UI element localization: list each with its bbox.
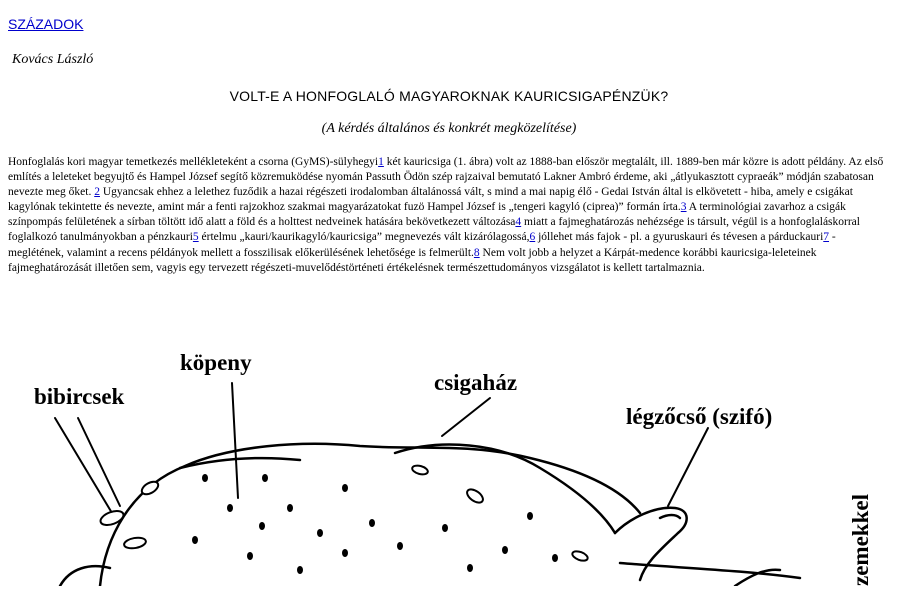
footnote-link-1[interactable]: 1	[378, 156, 384, 168]
article-subtitle: (A kérdés általános és konkrét megközelítése)	[321, 121, 577, 136]
paragraph-text: - meglétének, valamint a recens példányok mellett a fosszilisak előkerülésének lehetősége is felmerült.	[8, 231, 836, 259]
snail-illustration	[0, 318, 898, 586]
label-kopeny: köpeny	[180, 350, 252, 375]
footnote-link-2[interactable]: 2	[94, 186, 100, 199]
footnote-link-3[interactable]: 3	[680, 201, 687, 214]
paragraph-text: Honfoglalás kori magyar temetkezés mellékleteként a csorna (GyMS)-sülyhegyi	[8, 156, 379, 168]
paragraph-text: két kauricsiga (1. ábra) volt az 1888-ban először megtalált, ill. 1889-ben már közre is adott példány. Az első említés a leleteket begyujtő és Hampel József segítő közremuködése nyomán Passuth Ödön szép rajzaival bemutató Lakner Ambró érdeme, aki „átlyukasztott cypraeák” módján szabatosan nevezte meg őket.	[8, 156, 884, 199]
label-bibircsek: bibircsek	[34, 384, 125, 409]
label-csigahaz: csigaház	[434, 370, 518, 395]
footnote-link-7[interactable]: 7	[823, 231, 830, 244]
footnote-link-4[interactable]: 4	[515, 216, 522, 229]
paragraph-text: értelmu „kauri/kaurikagyló/kauricsiga” megnevezés vált kizárólagossá,	[198, 231, 530, 244]
footnote-link-6[interactable]: 6	[529, 231, 536, 244]
paragraph-text: A terminológiai zavarhoz a csigák színpompás felületének a sírban töltött idő alatt a föld és a holttest nedveinek hatására bekövetkezett változása	[8, 201, 846, 229]
footnote-link-8[interactable]: 8	[473, 246, 480, 259]
label-legzocso: légzőcső (szifó)	[626, 404, 773, 429]
author-name: Kovács László	[12, 52, 94, 67]
article-title: VOLT-E A HONFOGLALÓ MAGYAROKNAK KAURICSIGAPÉNZÜK?	[229, 88, 669, 104]
article-paragraph	[8, 155, 888, 276]
paragraph-text: Nem volt jobb a helyzet a Kárpát-medence korábbi kauricsiga-leleteinek fajmeghatározását illetően sem, vagyis egy tervezett régészeti-muvelődéstörténeti értékelésnek természettudományos vizsgálatot is kellett tartalmaznia.	[8, 246, 817, 274]
label-vertical-cut: zemekkel	[848, 494, 873, 586]
paragraph-text: jóllehet más fajok - pl. a gyuruskauri és tévesen a párduckauri	[535, 231, 824, 244]
paragraph-text: Ugyancsak ehhez a lelethez fuződik a hazai régészeti irodalomban általánossá vált, s mind a mai napig élő - Gedai István által is elkövetett - hiba, amely e csigákat kagylónak tekintette és nevezte, amint már a fenti rajzokhoz szakmai magyarázatokat fuzö Hampel József is „tengeri kagyló (ciprea)” formán írta.	[8, 186, 853, 214]
szazadok-link[interactable]: SZÁZADOK	[8, 16, 84, 32]
footnote-link-5[interactable]: 5	[192, 231, 199, 244]
paragraph-text: miatt a fajmeghatározás nehézsége is társult, végül is a honfoglaláskorral foglalkozó tanulmányokban a pénzkauri	[8, 216, 860, 244]
